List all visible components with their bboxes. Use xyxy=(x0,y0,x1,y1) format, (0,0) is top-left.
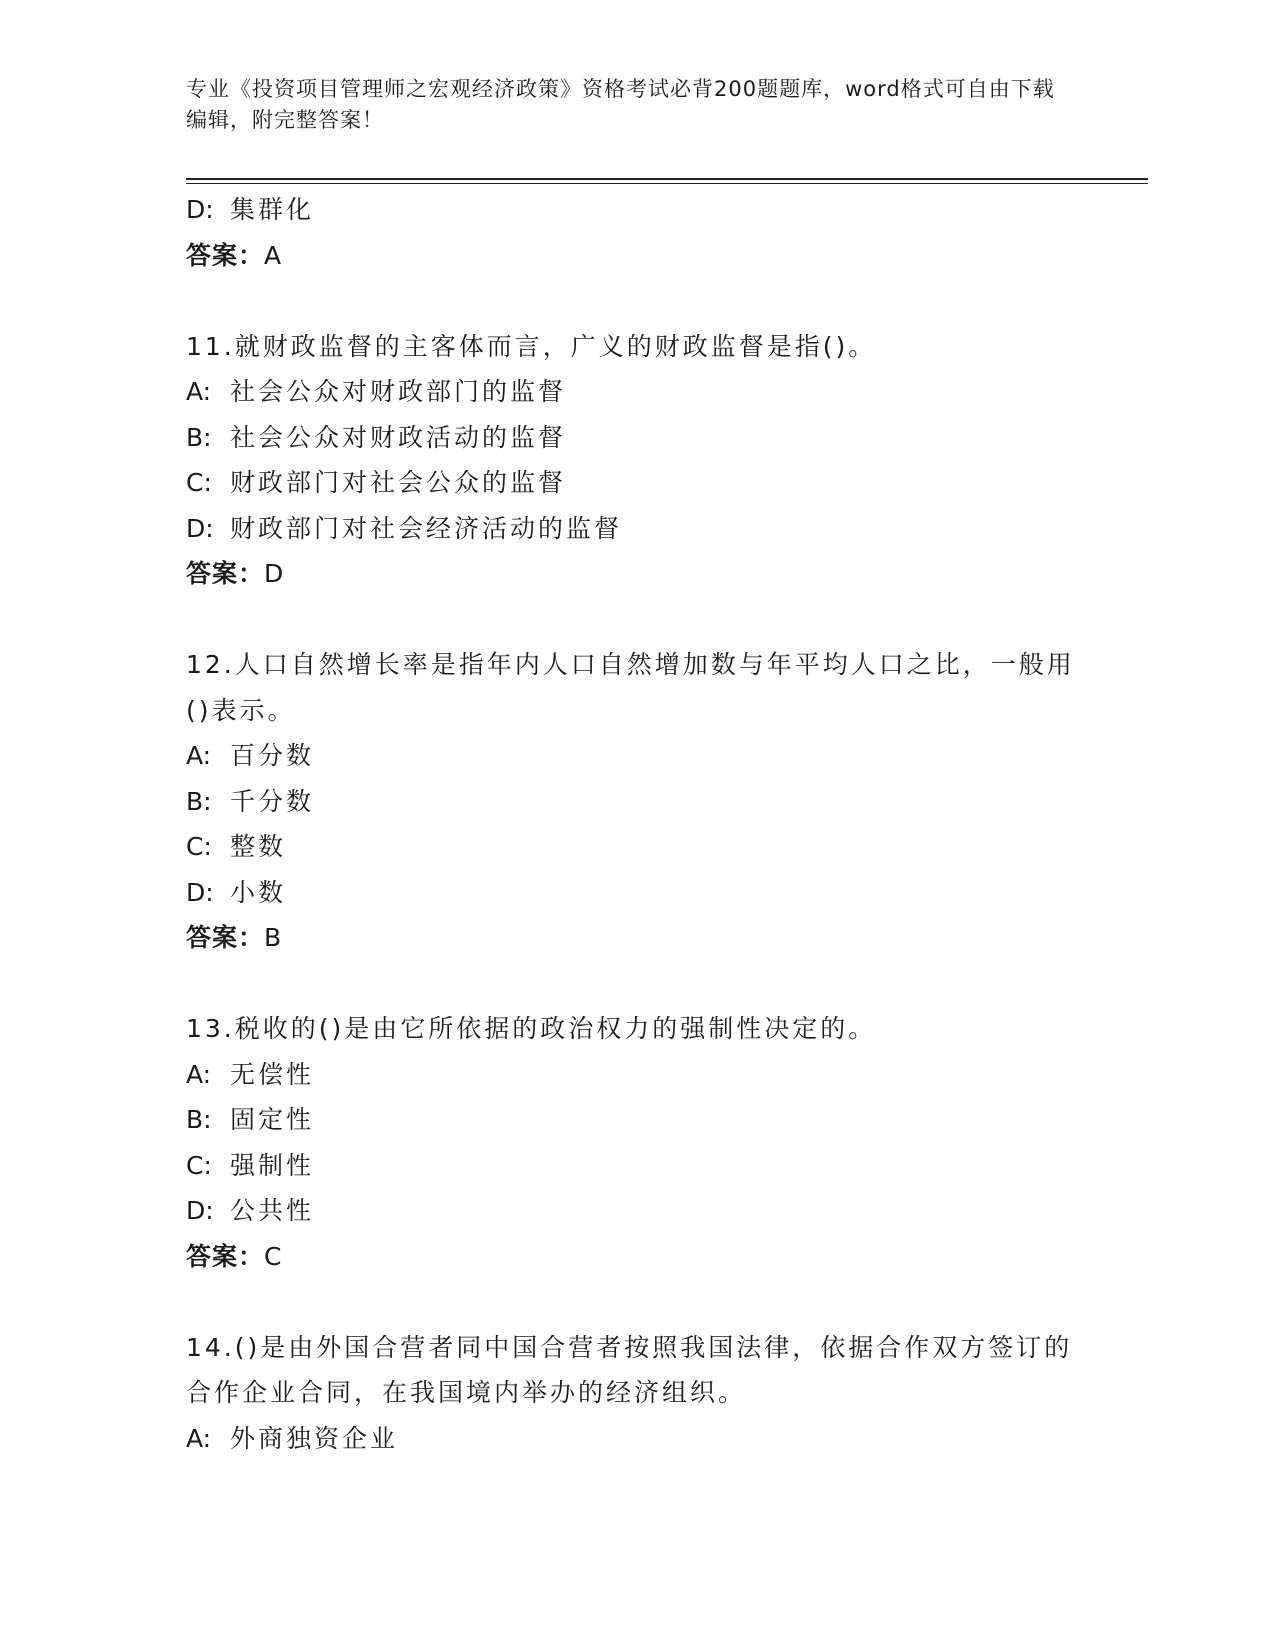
answer-line xyxy=(186,1234,1086,1280)
question-stem: 11.就财政监督的主客体而言，广义的财政监督是指()。 xyxy=(186,331,877,361)
option-text: 财政部门对社会经济活动的监督 xyxy=(230,513,623,543)
option-letter: C: xyxy=(186,468,212,497)
option-text: 小数 xyxy=(230,877,287,907)
option-a xyxy=(186,369,1086,415)
option-letter: C: xyxy=(186,1150,212,1180)
option-text: 财政部门对社会公众的监督 xyxy=(230,468,567,497)
answer-value: C xyxy=(264,1241,283,1271)
option-text: 集群化 xyxy=(230,195,315,224)
answer-value: B xyxy=(264,923,283,952)
question-stem: 12.人口自然增长率是指年内人口自然增加数与年平均人口之比，一般用()表示。 xyxy=(186,650,1075,725)
option-d xyxy=(186,506,1086,552)
option-text: 无偿性 xyxy=(230,1059,315,1089)
option-d xyxy=(186,187,1086,233)
header-divider-thick xyxy=(186,178,1148,180)
option-text: 固定性 xyxy=(230,1105,315,1134)
option-letter: B: xyxy=(186,786,212,816)
option-text: 公共性 xyxy=(230,1196,315,1225)
question-stem: 14.()是由外国合营者同中国合营者按照我国法律，依据合作双方签订的合作企业合同，在我国境内举办的经济组织。 xyxy=(186,1332,1073,1407)
option-b xyxy=(186,779,1086,825)
option-b xyxy=(186,415,1086,461)
option-text: 百分数 xyxy=(230,741,315,770)
option-c xyxy=(186,460,1086,506)
question-stem: 13.税收的()是由它所依据的政治权力的强制性决定的。 xyxy=(186,1014,877,1043)
option-letter: D: xyxy=(186,1196,214,1225)
option-letter: D: xyxy=(186,877,214,907)
option-a xyxy=(186,1416,1086,1462)
option-text: 千分数 xyxy=(230,786,315,816)
answer-value: D xyxy=(264,559,285,588)
option-a xyxy=(186,1052,1086,1098)
answer-label: 答案： xyxy=(186,923,265,952)
option-d xyxy=(186,870,1086,916)
spacer xyxy=(186,1279,1086,1325)
spacer xyxy=(186,961,1086,1007)
option-letter: C: xyxy=(186,832,212,861)
option-letter: B: xyxy=(186,422,212,452)
option-letter: D: xyxy=(186,513,214,543)
option-text: 社会公众对财政活动的监督 xyxy=(230,422,567,452)
option-letter: D: xyxy=(186,195,214,224)
answer-label: 答案： xyxy=(186,240,265,270)
option-text: 强制性 xyxy=(230,1150,315,1180)
answer-line xyxy=(186,233,1086,279)
answer-label: 答案： xyxy=(186,559,265,588)
answer-line xyxy=(186,551,1086,597)
option-c xyxy=(186,824,1086,870)
option-c xyxy=(186,1143,1086,1189)
option-b xyxy=(186,1097,1086,1143)
option-letter: B: xyxy=(186,1105,212,1134)
answer-value: A xyxy=(264,240,283,270)
option-text: 社会公众对财政部门的监督 xyxy=(230,377,567,406)
option-letter: A: xyxy=(186,1059,212,1089)
answer-line xyxy=(186,915,1086,961)
option-d xyxy=(186,1188,1086,1234)
option-text: 整数 xyxy=(230,832,287,861)
option-letter: A: xyxy=(186,377,212,406)
document-header: 专业《投资项目管理师之宏观经济政策》资格考试必背200题题库，word格式可自由下载编辑，附完整答案！ xyxy=(186,77,1055,132)
spacer xyxy=(186,278,1086,324)
option-a xyxy=(186,733,1086,779)
option-text: 外商独资企业 xyxy=(230,1423,399,1453)
question-content xyxy=(186,187,1086,1461)
option-letter: A: xyxy=(186,741,212,770)
option-letter: A: xyxy=(186,1423,212,1453)
spacer xyxy=(186,597,1086,643)
answer-label: 答案： xyxy=(186,1241,265,1271)
header-divider-thin xyxy=(186,183,1148,184)
